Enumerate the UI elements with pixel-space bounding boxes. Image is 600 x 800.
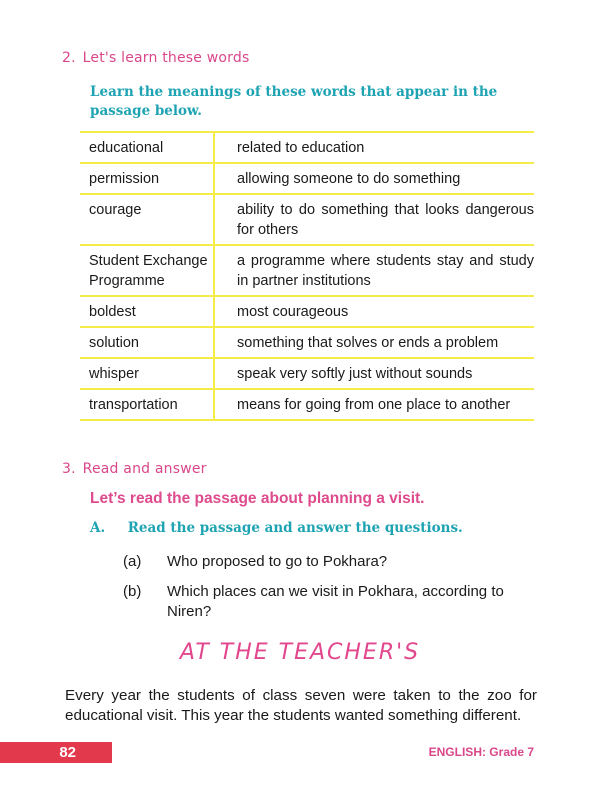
question-item [123,552,543,572]
vocab-meaning: most courageous [214,296,534,327]
section-number: 2. [62,50,76,66]
question-label: (a) [123,553,142,570]
part-instruction: Read the passage and answer the questions. [127,520,463,536]
vocab-meaning: ability to do something that looks dangerous for others [214,194,534,245]
table-row [80,327,534,358]
vocab-word: whisper [80,358,214,389]
page-number-bar [0,742,112,763]
table-row [80,245,534,296]
vocab-meaning: allowing someone to do something [214,163,534,194]
question-label: (b) [123,583,142,600]
vocab-meaning: means for going from one place to another [214,389,534,420]
section-title: Let's learn these words [82,50,250,66]
vocab-word: educational [80,132,214,163]
vocab-word: Student Exchange Programme [80,245,214,296]
part-letter: A. [90,520,106,536]
book-title: ENGLISH: Grade 7 [428,745,534,759]
table-row [80,358,534,389]
table-row [80,194,534,245]
question-text: Which places can we visit in Pokhara, according to Niren? [167,583,504,620]
table-row [80,389,534,420]
table-row [80,132,534,163]
section-number: 3. [62,461,76,477]
vocab-word: solution [80,327,214,358]
vocabulary-instruction: Learn the meanings of these words that appear in the passage below. [90,84,498,119]
vocab-meaning: a programme where students stay and study in partner institutions [214,245,534,296]
section-3-heading [62,461,207,477]
vocab-word: boldest [80,296,214,327]
question-text: Who proposed to go to Pokhara? [167,553,388,570]
vocabulary-table [80,131,534,421]
story-passage: Every year the students of class seven were taken to the zoo for educational visit. This year the students wanted something different. [65,687,537,724]
vocab-word: courage [80,194,214,245]
passage-subtitle: Let’s read the passage about planning a visit. [90,490,425,507]
page-number: 82 [59,744,76,761]
question-item [123,582,543,622]
part-a-instruction [90,520,463,536]
vocab-meaning: related to education [214,132,534,163]
vocab-word: permission [80,163,214,194]
table-row [80,163,534,194]
section-title: Read and answer [82,461,207,477]
vocab-meaning: speak very softly just without sounds [214,358,534,389]
vocab-meaning: something that solves or ends a problem [214,327,534,358]
section-2-heading [62,50,249,66]
table-row [80,296,534,327]
story-title: AT THE TEACHER'S [179,640,421,665]
vocab-word: transportation [80,389,214,420]
